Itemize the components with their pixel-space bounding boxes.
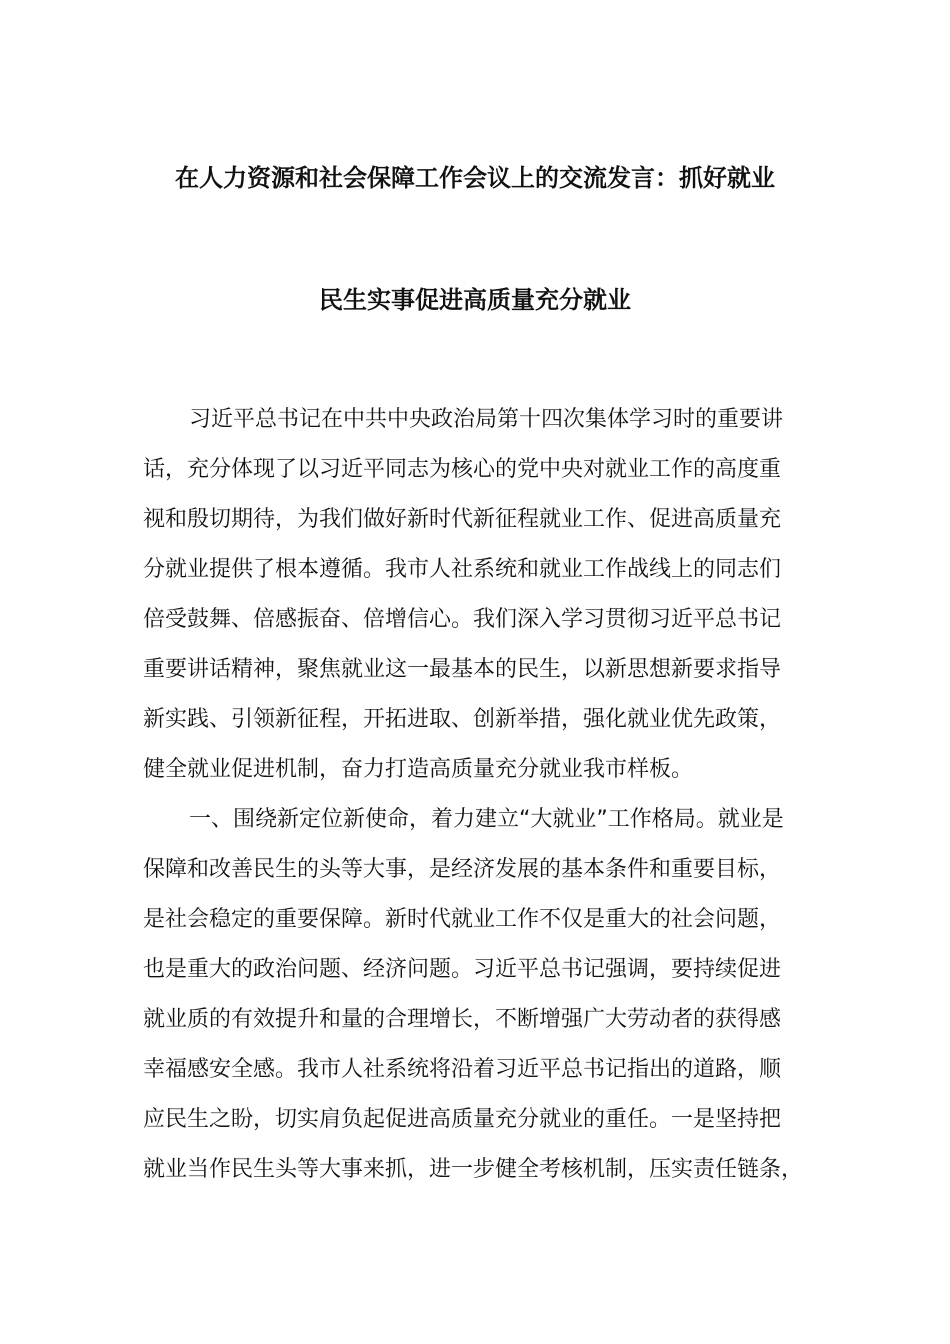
paragraph-1-line-4: 分就业提供了根本遵循。我市人社系统和就业工作战线上的同志们 xyxy=(143,557,782,582)
paragraph-1-line-5: 倍受鼓舞、倍感振奋、倍增信心。我们深入学习贯彻习近平总书记 xyxy=(143,607,782,632)
paragraph-2-line-5: 就业质的有效提升和量的合理增长，不断增强广大劳动者的获得感 xyxy=(143,1007,782,1032)
document-title-line-2: 民生实事促进高质量充分就业 xyxy=(319,286,631,314)
paragraph-1-line-8: 健全就业促进机制，奋力打造高质量充分就业我市样板。 xyxy=(143,757,694,782)
paragraph-1-line-2: 话，充分体现了以习近平同志为核心的党中央对就业工作的高度重 xyxy=(143,457,782,482)
paragraph-2-line-7: 应民生之盼，切实肩负起促进高质量充分就业的重任。一是坚持把 xyxy=(143,1107,782,1132)
document-title-line-1: 在人力资源和社会保障工作会议上的交流发言：抓好就业 xyxy=(175,164,775,192)
paragraph-1-line-1: 习近平总书记在中共中央政治局第十四次集体学习时的重要讲 xyxy=(189,407,784,432)
paragraph-2-line-8: 就业当作民生头等大事来抓，进一步健全考核机制，压实责任链条， xyxy=(143,1157,804,1182)
paragraph-2-line-2: 保障和改善民生的头等大事，是经济发展的基本条件和重要目标， xyxy=(143,857,782,882)
paragraph-2-line-3: 是社会稳定的重要保障。新时代就业工作不仅是重大的社会问题， xyxy=(143,907,782,932)
paragraph-1-line-6: 重要讲话精神，聚焦就业这一最基本的民生，以新思想新要求指导 xyxy=(143,657,782,682)
paragraph-2-line-4: 也是重大的政治问题、经济问题。习近平总书记强调，要持续促进 xyxy=(143,957,782,982)
paragraph-1-line-7: 新实践、引领新征程，开拓进取、创新举措，强化就业优先政策， xyxy=(143,707,782,732)
paragraph-2-line-6: 幸福感安全感。我市人社系统将沿着习近平总书记指出的道路，顺 xyxy=(143,1057,782,1082)
paragraph-2-line-1: 一、围绕新定位新使命，着力建立“大就业”工作格局。就业是 xyxy=(189,807,784,832)
paragraph-1-line-3: 视和殷切期待，为我们做好新时代新征程就业工作、促进高质量充 xyxy=(143,507,782,532)
